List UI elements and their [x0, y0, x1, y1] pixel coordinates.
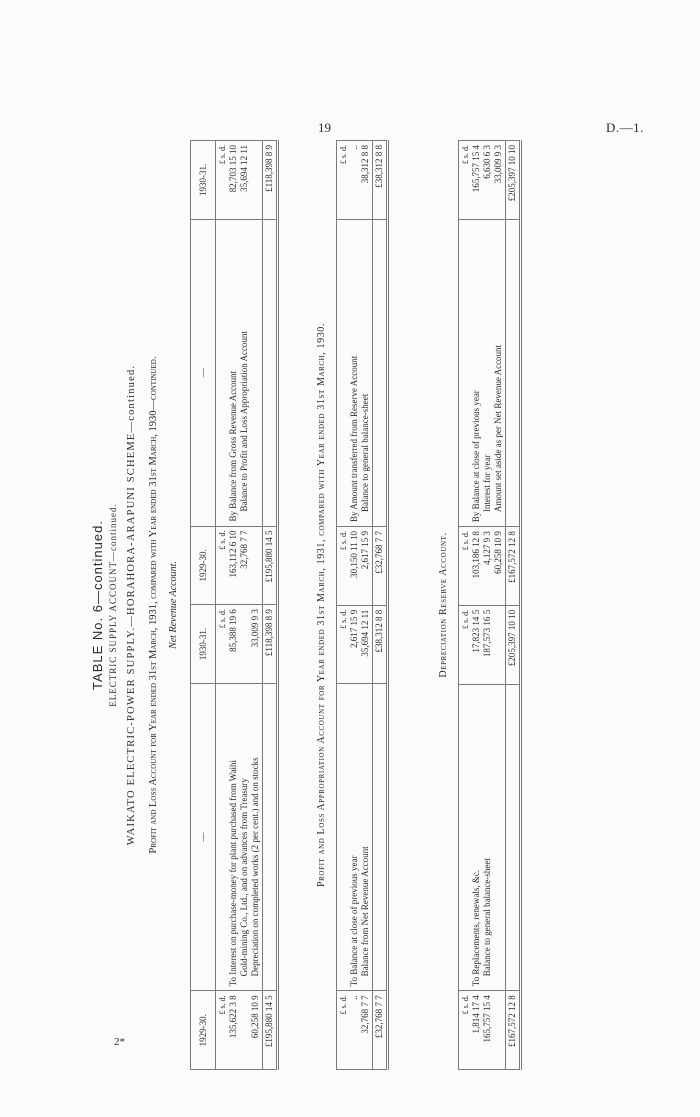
amount: 2,617 15 9 [360, 530, 370, 570]
amount: 165,757 15 4 [482, 995, 492, 1043]
amount: 82,703 15 10 [228, 145, 238, 193]
line-item: Balance to Profit and Loss Appropriation Account [239, 331, 249, 512]
col-header: 1930-31. [191, 141, 216, 220]
currency-label: £ s. d. [461, 609, 470, 629]
depreciation-table [458, 140, 522, 1070]
col-header: 1930-31. [191, 605, 216, 684]
total-amount: £167,572 12 8 [506, 527, 521, 606]
currency-label: £ s. d. [218, 995, 227, 1015]
line-item: To Replacements, renewals, &c. [471, 869, 481, 987]
rotated-document [90, 140, 590, 1070]
line-item: Depreciation on completed works (2 per cent.) and on stocks [250, 757, 260, 977]
amount: 2,617 15 9 [349, 609, 359, 648]
amount: 103,186 12 8 [471, 531, 481, 579]
total-amount: £195,880 14 5 [263, 526, 278, 605]
total-amount: £167,572 12 8 [506, 991, 521, 1070]
account-title: ELECTRIC SUPPLY ACCOUNT—continued. [108, 503, 118, 707]
statement-title: Profit and Loss Account for Year ended 31st March, 1931, compared with Year ended 31st March, 1930—continued. [148, 356, 159, 854]
depreciation-title: Depreciation Reserve Account. [438, 532, 449, 678]
amount: 32,768 7 7 [239, 530, 249, 569]
amount: 1,814 17 4 [471, 995, 481, 1034]
total-amount: £32,768 7 7 [373, 526, 388, 605]
total-amount: £32,768 7 7 [373, 991, 388, 1070]
total-amount: £195,880 14 5 [263, 991, 278, 1070]
line-item: To Interest on purchase-money for plant purchased from Waihi [228, 759, 238, 987]
col-header: 1929-30. [191, 991, 216, 1070]
line-item: By Balance from Gross Revenue Account [228, 370, 238, 522]
page-reference: D.—1. [606, 120, 644, 135]
amount: 4,127 9 3 [482, 531, 492, 565]
net-revenue-title: Net Revenue Account. [168, 561, 179, 649]
total-amount: £205,397 10 10 [506, 141, 521, 220]
amount: 35,694 12 11 [360, 609, 370, 657]
signature-mark: 2* [114, 1036, 125, 1048]
amount: 85,388 19 6 [228, 609, 238, 652]
amount: 163,112 6 10 [228, 530, 238, 578]
table-title: TABLE No. 6—continued. [90, 520, 105, 690]
amount: 30,150 11 10 [349, 530, 359, 578]
currency-label: £ s. d. [339, 995, 348, 1015]
amount: 17,823 14 5 [471, 609, 481, 653]
currency-label: £ s. d. [461, 145, 470, 165]
amount: 135,622 3 8 [228, 995, 238, 1039]
amount: .. [349, 145, 359, 150]
line-item: To Balance at close of previous year [349, 855, 359, 987]
col-header: — [191, 683, 216, 991]
amount: 6,630 6 3 [482, 145, 492, 179]
currency-label: £ s. d. [218, 530, 227, 550]
amount: 33,009 9 3 [250, 609, 260, 648]
currency-label: £ s. d. [339, 609, 348, 629]
appropriation-table [336, 140, 389, 1070]
total-amount: £205,397 10 10 [506, 605, 521, 684]
amount: 32,768 7 7 [360, 995, 370, 1034]
amount: 60,258 10 9 [493, 531, 503, 574]
amount: 35,694 12 11 [239, 145, 249, 192]
amount [239, 995, 250, 1065]
amount: 60,258 10 9 [250, 995, 260, 1039]
scheme-title: WAIKATO ELECTRIC-POWER SUPPLY.—HORAHORA-ARAPUNI SCHEME—continued. [126, 364, 137, 846]
total-amount: £118,398 8 9 [263, 605, 278, 684]
col-header: — [191, 219, 216, 526]
currency-label: £ s. d. [339, 530, 348, 551]
col-header: 1929-30. [191, 526, 216, 605]
line-item: Interest for year [482, 454, 492, 513]
line-item: By Amount transferred from Reserve Account [349, 355, 359, 522]
line-item: Gold-mining Co., Ltd., and on advances from Treasury [239, 778, 249, 977]
amount: 38,312 8 8 [360, 145, 370, 184]
appropriation-title: Profit and Loss Appropriation Account for Year ended 31st March, 1931, compared with Year ended 31st March, 1930. [316, 323, 327, 888]
currency-label: £ s. d. [218, 609, 227, 629]
net-revenue-table [190, 140, 279, 1070]
line-item: Balance from Net Revenue Account [360, 846, 370, 977]
amount: 187,573 16 5 [482, 609, 492, 658]
total-amount: £38,312 8 8 [373, 605, 388, 684]
line-item: By Balance at close of previous year [471, 390, 481, 523]
line-item: Balance to general balance-sheet [482, 858, 492, 977]
amount: .. [349, 995, 359, 1000]
amount: 33,009 9 3 [493, 145, 503, 184]
page-number: 19 [318, 120, 331, 135]
currency-label: £ s. d. [461, 531, 470, 551]
amount: 165,757 15 4 [471, 145, 481, 193]
currency-label: £ s. d. [461, 995, 470, 1015]
currency-label: £ s. d. [339, 145, 348, 165]
total-amount: £118,398 8 9 [263, 141, 278, 220]
line-item: Amount set aside as per Net Revenue Account [493, 344, 503, 513]
amount [239, 609, 250, 679]
total-amount: £38,312 8 8 [373, 141, 388, 220]
currency-label: £ s. d. [218, 145, 227, 165]
line-item: Balance to general balance-sheet [360, 393, 370, 512]
